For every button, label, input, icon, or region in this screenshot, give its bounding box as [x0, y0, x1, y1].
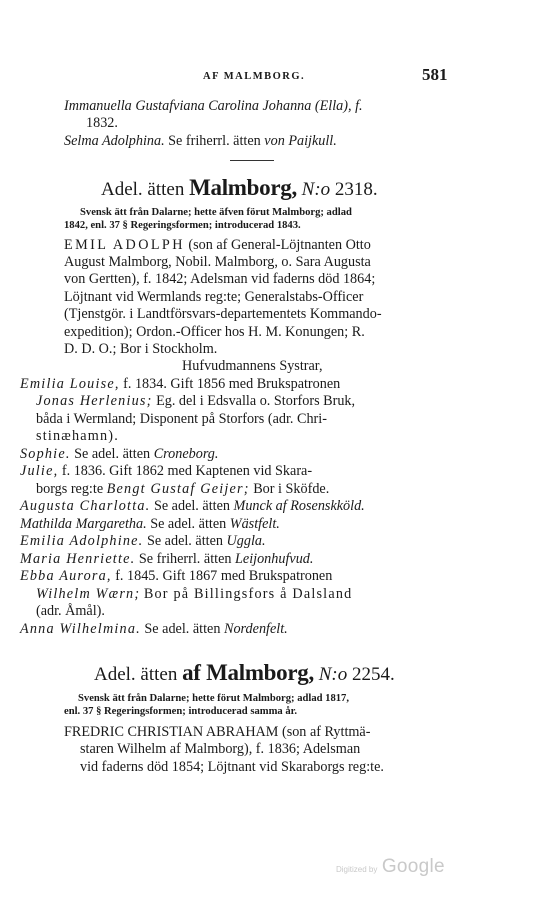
- entry-text: Eg. del i Edsvalla o. Storfors Bruk,: [156, 393, 356, 409]
- section2-intro-line1: Svensk ätt från Dalarne; hette förut Malmborg; adlad 1817,: [78, 693, 349, 704]
- entry-ebba-aurora-line2: [36, 586, 352, 603]
- entry-emilia-louise-line3: båda i Wermland; Disponent på Storfors (adr. Chri-: [36, 411, 327, 427]
- head-of-family-line7: D. D. O.; Bor i Stockholm.: [64, 341, 218, 357]
- head-of-family-line2: August Malmborg, Nobil. Malmborg, o. Sara Augusta: [64, 254, 371, 270]
- entry-ref: Wästfelt.: [229, 516, 280, 532]
- entry-immanuella: Immanuella Gustafviana Carolina Johanna (Ella), f.: [64, 98, 363, 114]
- entry-emilia-adolphine: [20, 533, 266, 550]
- entry-emilia-louise-line2: [36, 393, 355, 410]
- entry-augusta-charlotta: [20, 498, 365, 515]
- entry-ref: Uggla.: [226, 533, 266, 549]
- entry-ref: Munck af Rosenskköld.: [233, 498, 365, 514]
- heading-no: N:o: [318, 664, 348, 685]
- section1-heading: [101, 175, 378, 201]
- entry-text: f. 1836. Gift 1862 med Kaptenen vid Skara-: [61, 463, 313, 479]
- entry-text: Se adel. ätten: [144, 621, 221, 637]
- entry-anna-wilhelmina: [20, 621, 288, 638]
- family-name: Malmborg,: [189, 175, 297, 200]
- entry-emilia-louise-line4: stinæhamn).: [36, 428, 119, 444]
- entry-name: Maria Henriette.: [20, 551, 136, 567]
- page-number: 581: [422, 65, 448, 84]
- entry-name: Julie,: [20, 463, 59, 479]
- entry-name: Augusta Charlotta.: [20, 498, 151, 514]
- entry-ebba-aurora: [20, 568, 332, 585]
- spouse-name: Wilhelm Wærn;: [36, 586, 141, 602]
- entry-text: Bor i Sköfde.: [253, 481, 330, 497]
- entry-text: Bor på Billingsfors å Dalsland: [143, 586, 353, 602]
- entry-selma: [64, 133, 337, 150]
- entry-text: Se adel. ätten: [153, 498, 230, 514]
- heading-prefix: Adel. ätten: [94, 664, 178, 685]
- head-of-family-line1: [64, 237, 371, 254]
- entry-text: Se friherrl. ätten: [138, 551, 232, 567]
- entry-text: Se adel. ätten: [74, 446, 151, 462]
- entry-name: Emilia Adolphine.: [20, 533, 144, 549]
- section2-heading: [94, 660, 395, 686]
- head-name: EMIL ADOLPH: [64, 237, 185, 253]
- entry-name: Mathilda Margaretha.: [20, 516, 147, 532]
- entry-ref: von Paijkull.: [264, 133, 337, 149]
- section2-head-line3: vid faderns död 1854; Löjtnant vid Skaraborgs reg:te.: [80, 759, 384, 775]
- entry-name: Anna Wilhelmina.: [20, 621, 141, 637]
- heading-no: N:o: [301, 179, 331, 200]
- entry-text: borgs reg:te: [36, 481, 104, 497]
- head-of-family-line5: (Tjenstgör. i Landtförsvars-departementets Kommando-: [64, 306, 382, 322]
- heading-number: 2318.: [334, 179, 378, 200]
- entry-emilia-louise: [20, 376, 340, 393]
- section1-intro-line1: Svensk ätt från Dalarne; hette äfven förut Malmborg; adlad: [80, 207, 352, 218]
- entry-text: Se adel. ätten: [150, 516, 227, 532]
- entry-ref: Leijonhufvud.: [235, 551, 314, 567]
- section2-head-line2: staren Wilhelm af Malmborg), f. 1836; Adelsman: [80, 741, 361, 757]
- entry-name: Ebba Aurora,: [20, 568, 112, 584]
- entry-name: Emilia Louise,: [20, 376, 120, 392]
- digitized-label: Digitized by: [336, 865, 378, 874]
- digitization-watermark: [336, 856, 445, 878]
- head-text: (son af General-Löjtnanten Otto: [188, 237, 371, 253]
- spouse-name: Bengt Gustaf Geijer;: [106, 481, 250, 497]
- family-name: af Malmborg,: [182, 660, 314, 685]
- entry-immanuella-year: 1832.: [86, 115, 118, 131]
- heading-prefix: Adel. ätten: [101, 179, 185, 200]
- section2-intro-line2: enl. 37 § Regeringsformen; introducerad samma år.: [64, 706, 298, 717]
- entry-ref: Croneborg.: [153, 446, 219, 462]
- heading-number: 2254.: [351, 664, 395, 685]
- head-of-family-line3: von Gertten), f. 1842; Adelsman vid faderns död 1864;: [64, 271, 376, 287]
- entry-name: Sophie.: [20, 446, 71, 462]
- running-title: AF MALMBORG.: [203, 71, 306, 82]
- entry-ref: Nordenfelt.: [224, 621, 288, 637]
- head-of-family-line6: expedition); Ordon.-Officer hos H. M. Konungen; R.: [64, 324, 365, 340]
- entry-julie-line2: [36, 481, 329, 498]
- separator-rule: [230, 160, 274, 161]
- entry-text: Se adel. ätten: [146, 533, 223, 549]
- section2-head-line1: FREDRIC CHRISTIAN ABRAHAM (son af Ryttmä-: [64, 724, 371, 740]
- entry-ebba-aurora-line3: (adr. Åmål).: [36, 603, 105, 619]
- section1-intro-line2: 1842, enl. 37 § Regeringsformen; introducerad 1843.: [64, 220, 301, 231]
- entry-text: f. 1845. Gift 1867 med Brukspatronen: [115, 568, 333, 584]
- entry-maria-henriette: [20, 551, 313, 568]
- entry-name: Selma Adolphina.: [64, 133, 165, 149]
- entry-julie: [20, 463, 312, 480]
- entry-text: f. 1834. Gift 1856 med Brukspatronen: [123, 376, 341, 392]
- entry-sophie: [20, 446, 218, 463]
- head-of-family-line4: Löjtnant vid Wermlands reg:te; Generalstabs-Officer: [64, 289, 364, 305]
- google-logo: Google: [381, 856, 445, 877]
- spouse-name: Jonas Herlenius;: [36, 393, 153, 409]
- sisters-title: Hufvudmannens Systrar,: [182, 358, 323, 374]
- entry-mathilda: [20, 516, 280, 533]
- entry-text: Se friherrl. ätten: [168, 133, 261, 149]
